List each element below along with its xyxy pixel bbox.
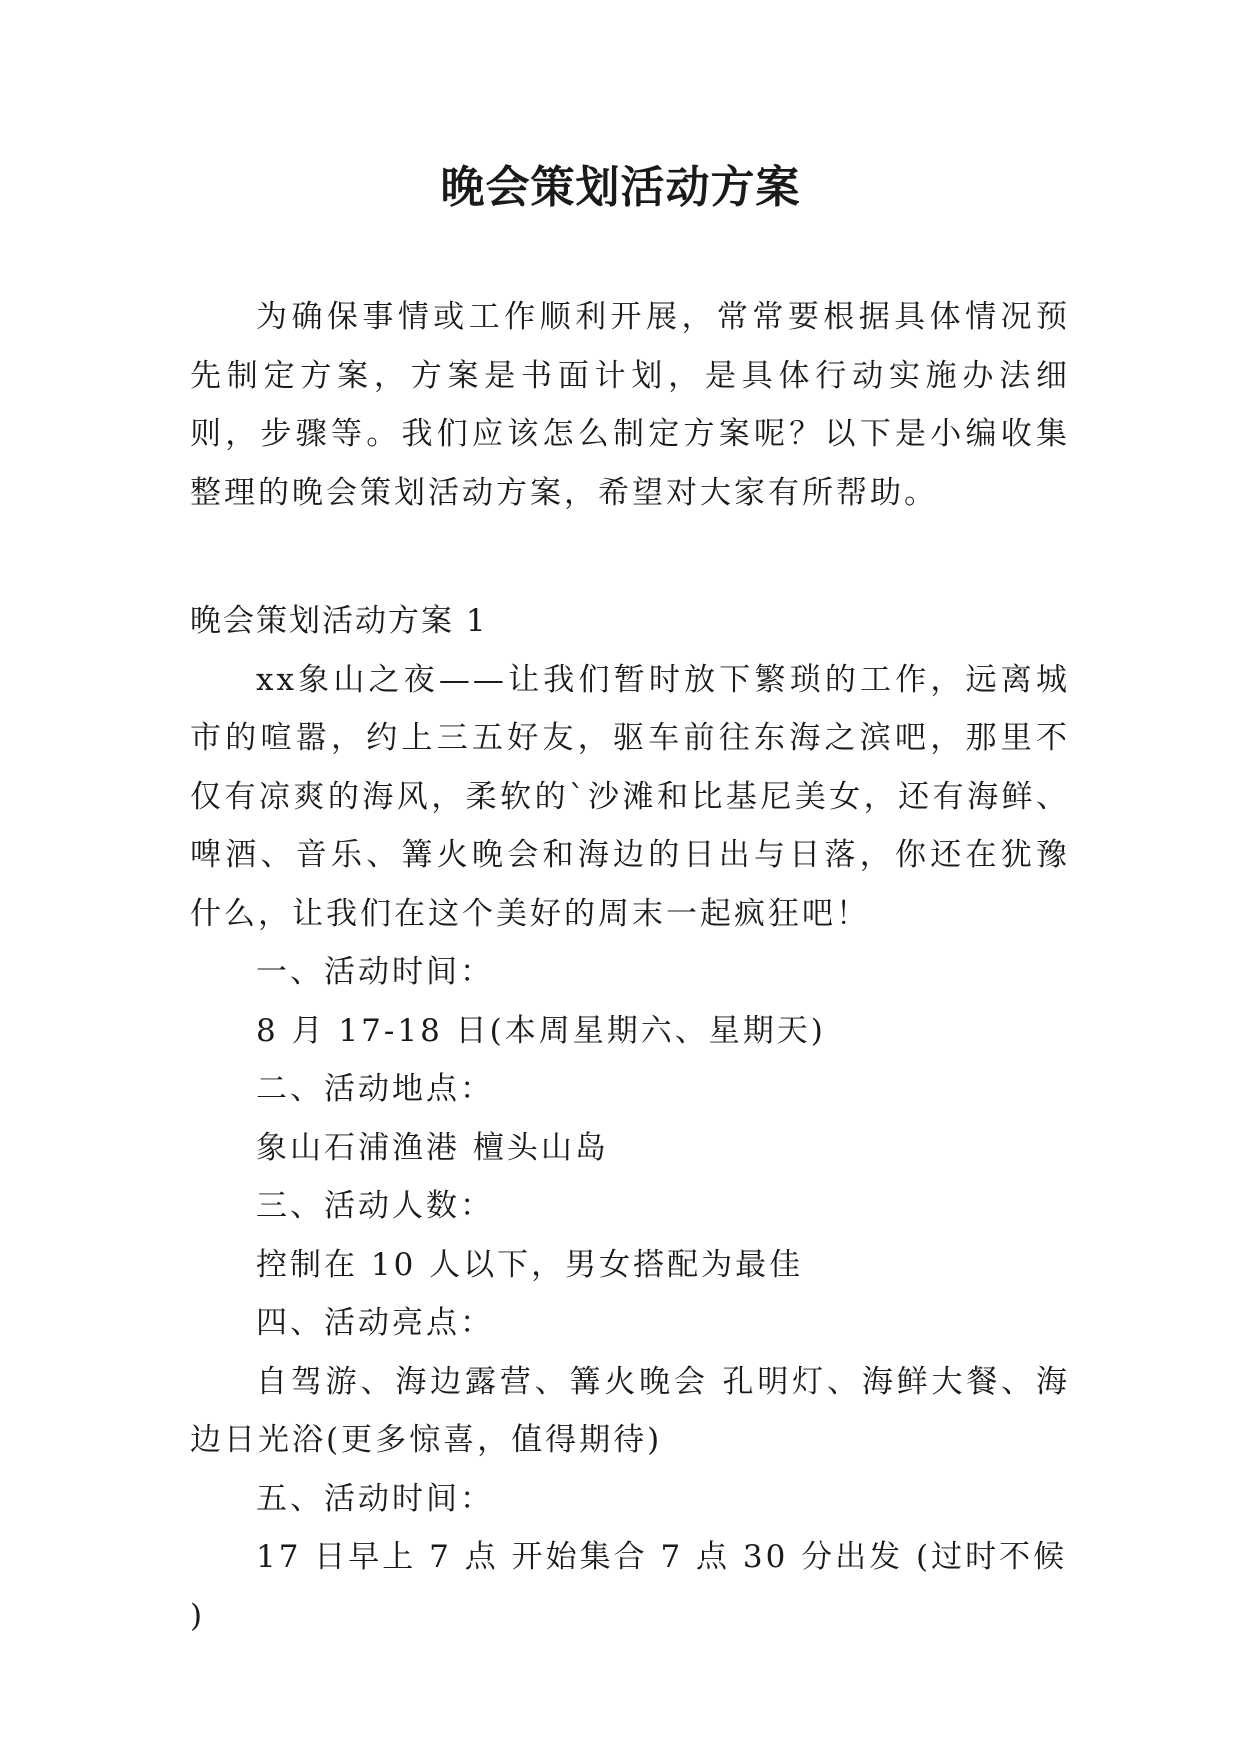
item-place-heading: 二、活动地点：: [256, 1071, 494, 1107]
document-body: [190, 288, 1070, 1645]
document-title: 晚会策划活动方案: [440, 162, 801, 213]
item-highlights-heading: 四、活动亮点：: [256, 1305, 494, 1341]
section-lead-paragraph: xx象山之夜——让我们暂时放下繁琐的工作，远离城市的喧嚣，约上三五好友，驱车前往东海之滨吧，那里不仅有凉爽的海风，柔软的`沙滩和比基尼美女，还有海鲜、啤酒、音乐、篝火晚会和海边的日出与日落，你还在犹豫什么，让我们在这个美好的周末一起疯狂吧！: [190, 661, 1070, 932]
item-schedule-value: 17 日早上 7 点 开始集合 7 点 30 分出发 (过时不候 ): [190, 1539, 1068, 1634]
intro-paragraph: 为确保事情或工作顺利开展，常常要根据具体情况预先制定方案，方案是书面计划，是具体行动实施办法细则，步骤等。我们应该怎么制定方案呢？以下是小编收集整理的晚会策划活动方案，希望对大家有所帮助。: [190, 299, 1070, 511]
item-highlights-value: 自驾游、海边露营、篝火晚会 孔明灯、海鲜大餐、海边日光浴(更多惊喜，值得期待): [190, 1363, 1070, 1458]
item-schedule-heading: 五、活动时间：: [256, 1480, 494, 1517]
section-heading: 晚会策划活动方案 1: [190, 603, 488, 639]
item-people-heading: 三、活动人数：: [256, 1188, 494, 1224]
item-time-value: 8 月 17-18 日(本周星期六、星期天): [256, 1012, 826, 1049]
item-place-value: 象山石浦渔港 檀头山岛: [256, 1129, 609, 1166]
item-people-value: 控制在 10 人以下，男女搭配为最佳: [256, 1246, 804, 1283]
item-time-heading: 一、活动时间：: [256, 954, 494, 990]
